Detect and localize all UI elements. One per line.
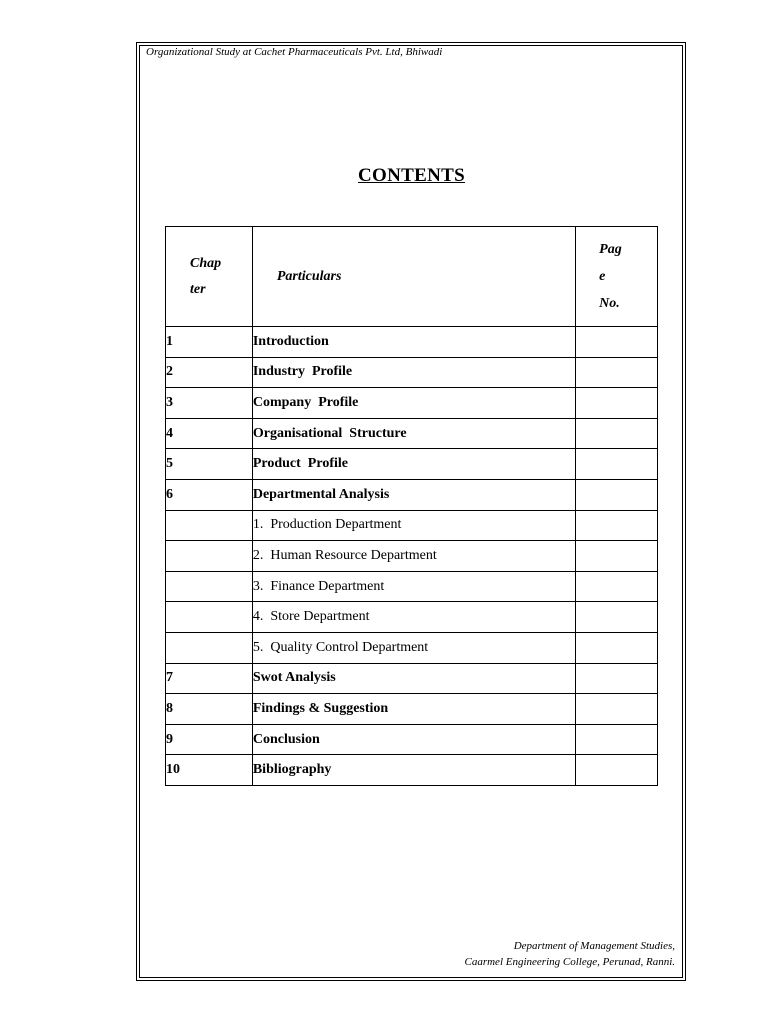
page-column-header	[576, 227, 658, 327]
table-row	[166, 418, 658, 449]
chapter-number: 3	[166, 388, 253, 419]
chapter-number: 8	[166, 694, 253, 725]
page-number	[576, 449, 658, 480]
page-number	[576, 755, 658, 786]
chapter-title: Departmental Analysis	[252, 479, 575, 510]
chapter-number: 7	[166, 663, 253, 694]
page-number	[576, 388, 658, 419]
contents-table	[165, 226, 658, 786]
chapter-number: 6	[166, 479, 253, 510]
page-title: CONTENTS	[358, 165, 465, 186]
table-row	[166, 357, 658, 388]
page-header-line-1: Pag	[599, 242, 622, 257]
running-header: Organizational Study at Cachet Pharmaceuticals Pvt. Ltd, Bhiwadi	[146, 46, 443, 58]
chapter-title: Organisational Structure	[252, 418, 575, 449]
chapter-number	[166, 632, 253, 663]
chapter-number: 5	[166, 449, 253, 480]
chapter-number: 4	[166, 418, 253, 449]
chapter-title: Swot Analysis	[252, 663, 575, 694]
table-row	[166, 327, 658, 358]
chapter-title: Product Profile	[252, 449, 575, 480]
table-row	[166, 541, 658, 572]
chapter-header-line-2: ter	[190, 281, 206, 297]
page-number	[576, 357, 658, 388]
page-number	[576, 418, 658, 449]
page-number	[576, 510, 658, 541]
chapter-number	[166, 571, 253, 602]
table-row	[166, 724, 658, 755]
table-row	[166, 449, 658, 480]
chapter-number: 1	[166, 327, 253, 358]
footer-college: Caarmel Engineering College, Perunad, Ranni.	[464, 956, 675, 968]
table-row	[166, 510, 658, 541]
chapter-number	[166, 602, 253, 633]
page-number	[576, 724, 658, 755]
page-number	[576, 571, 658, 602]
chapter-title: Findings & Suggestion	[252, 694, 575, 725]
chapter-title: Introduction	[252, 327, 575, 358]
particulars-column-header: Particulars	[252, 227, 575, 327]
page-header-line-2: e	[599, 269, 606, 284]
table-row	[166, 571, 658, 602]
chapter-number: 10	[166, 755, 253, 786]
chapter-column-header	[166, 227, 253, 327]
table-row	[166, 694, 658, 725]
chapter-title: Industry Profile	[252, 357, 575, 388]
chapter-title: Bibliography	[252, 755, 575, 786]
subsection-title: 3. Finance Department	[252, 571, 575, 602]
page-number	[576, 632, 658, 663]
subsection-title: 5. Quality Control Department	[252, 632, 575, 663]
chapter-header-line-1: Chap	[190, 255, 222, 271]
table-row	[166, 755, 658, 786]
chapter-number	[166, 510, 253, 541]
table-header-row	[166, 227, 658, 327]
chapter-title: Conclusion	[252, 724, 575, 755]
footer-department: Department of Management Studies,	[513, 940, 675, 952]
chapter-number: 2	[166, 357, 253, 388]
page-header-line-3: No.	[599, 296, 620, 311]
table-row	[166, 632, 658, 663]
page-number	[576, 663, 658, 694]
chapter-number: 9	[166, 724, 253, 755]
page-number	[576, 479, 658, 510]
table-row	[166, 479, 658, 510]
chapter-number	[166, 541, 253, 572]
table-row	[166, 388, 658, 419]
chapter-title: Company Profile	[252, 388, 575, 419]
page-number	[576, 602, 658, 633]
subsection-title: 1. Production Department	[252, 510, 575, 541]
subsection-title: 4. Store Department	[252, 602, 575, 633]
subsection-title: 2. Human Resource Department	[252, 541, 575, 572]
page-footer	[465, 938, 676, 970]
page-number	[576, 327, 658, 358]
page-number	[576, 541, 658, 572]
page-number	[576, 694, 658, 725]
table-row	[166, 602, 658, 633]
table-row	[166, 663, 658, 694]
